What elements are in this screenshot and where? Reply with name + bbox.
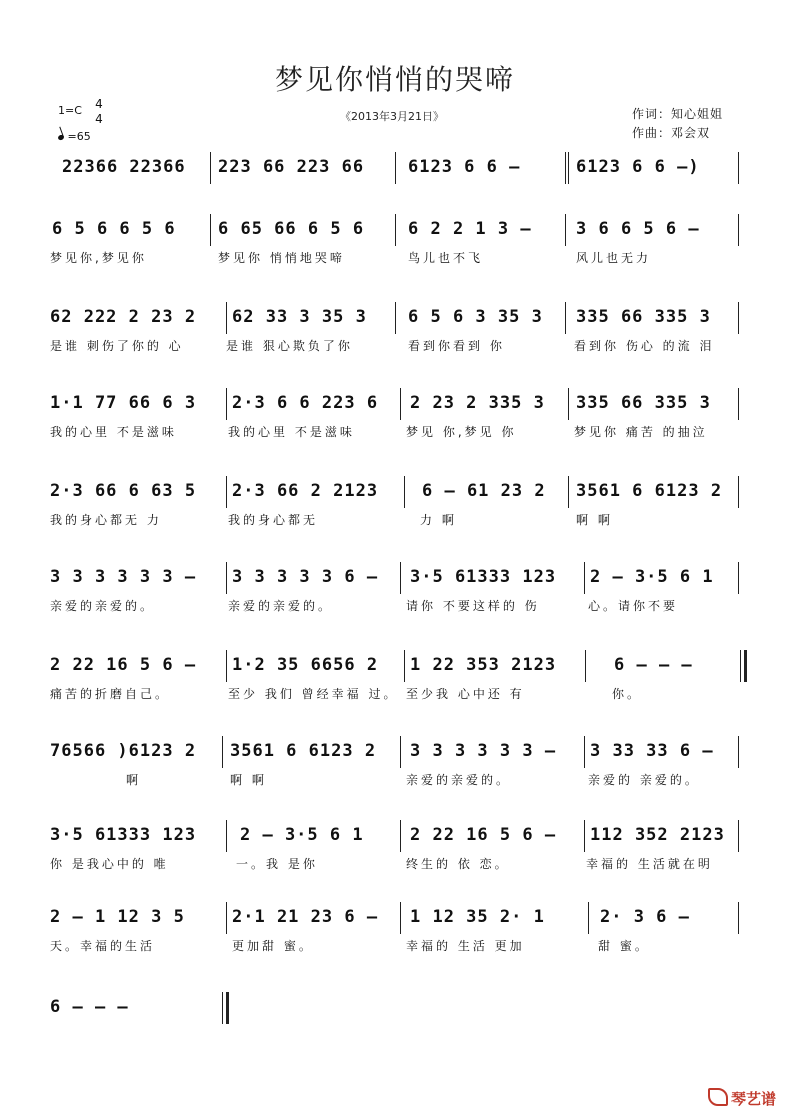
measure-lyrics: 是谁 狠心欺负了你 <box>226 339 353 353</box>
barline <box>400 562 401 594</box>
repeat-barline <box>744 650 747 682</box>
barline <box>400 820 401 852</box>
barline <box>738 902 739 934</box>
measure-notes: 2· 3 6 – <box>600 907 690 927</box>
measure-notes: 3561 6 6123 2 <box>576 481 723 501</box>
barline <box>226 820 227 852</box>
measure-lyrics: 亲爱的亲爱的。 <box>50 599 156 613</box>
measure-notes: 335 66 335 3 <box>576 393 711 413</box>
measure-notes: 2 – 3·5 6 1 <box>240 825 364 845</box>
measure-notes: 2·3 66 2 2123 <box>232 481 379 501</box>
measure-notes: 6 – – – <box>50 997 129 1017</box>
measure-lyrics: 啊 <box>126 773 142 787</box>
time-signature-top: 4 <box>95 97 103 111</box>
measure-notes: 2 – 1 12 3 5 <box>50 907 185 927</box>
measure-notes: 6123 6 6 – <box>408 157 521 177</box>
measure-notes: 2 – 3·5 6 1 <box>590 567 714 587</box>
barline <box>565 302 566 334</box>
composition-date: 《2013年3月21日》 <box>340 110 444 123</box>
measure-notes: 112 352 2123 <box>590 825 725 845</box>
barline <box>738 820 739 852</box>
barline <box>738 476 739 508</box>
measure-notes: 6 5 6 3 35 3 <box>408 307 543 327</box>
barline <box>222 992 223 1024</box>
barline <box>588 902 589 934</box>
barline <box>226 476 227 508</box>
measure-notes: 62 222 2 23 2 <box>50 307 197 327</box>
measure-lyrics: 我的心里 不是滋味 <box>50 425 177 439</box>
measure-notes: 3 6 6 5 6 – <box>576 219 700 239</box>
barline <box>400 736 401 768</box>
measure-notes: 6123 6 6 –) <box>576 157 700 177</box>
time-signature-bottom: 4 <box>95 112 103 126</box>
measure-lyrics: 你 是我心中的 唯 <box>50 857 169 871</box>
barline <box>400 902 401 934</box>
measure-lyrics: 啊 啊 <box>230 773 267 787</box>
measure-lyrics: 我的心里 不是滋味 <box>228 425 355 439</box>
measure-lyrics: 甜 蜜。 <box>598 939 650 953</box>
measure-notes: 1 12 35 2· 1 <box>410 907 545 927</box>
measure-lyrics: 幸福的 生活就在明 <box>586 857 713 871</box>
barline <box>226 650 227 682</box>
barline <box>568 388 569 420</box>
measure-lyrics: 痛苦的折磨自己。 <box>50 687 171 701</box>
barline <box>404 650 405 682</box>
measure-lyrics: 终生的 依 恋。 <box>406 857 510 871</box>
barline <box>395 214 396 246</box>
measure-lyrics: 更加甜 蜜。 <box>232 939 314 953</box>
measure-lyrics: 亲爱的亲爱的。 <box>406 773 512 787</box>
barline <box>584 562 585 594</box>
score-row <box>0 152 790 212</box>
measure-lyrics: 至少我 心中还 有 <box>406 687 525 701</box>
measure-notes: 76566 )6123 2 <box>50 741 197 761</box>
final-barline <box>226 992 229 1024</box>
barline <box>226 302 227 334</box>
barline <box>738 388 739 420</box>
measure-notes: 3 3 3 3 3 3 – <box>410 741 557 761</box>
barline <box>210 214 211 246</box>
logo-text: 琴艺谱 <box>730 1090 776 1108</box>
measure-lyrics: 亲爱的 亲爱的。 <box>588 773 700 787</box>
tempo-mark <box>58 130 91 143</box>
measure-lyrics: 啊 啊 <box>576 513 613 527</box>
barline <box>738 562 739 594</box>
measure-lyrics: 风儿也无力 <box>576 251 652 265</box>
score-row <box>0 902 790 962</box>
measure-lyrics: 你。 <box>612 687 643 701</box>
measure-notes: 2 22 16 5 6 – <box>50 655 197 675</box>
key-signature: 1=C <box>58 104 82 117</box>
measure-lyrics: 亲爱的亲爱的。 <box>228 599 334 613</box>
quarter-note-icon <box>57 134 64 141</box>
measure-notes: 6 – – – <box>614 655 693 675</box>
measure-lyrics: 我的身心都无 力 <box>50 513 162 527</box>
time-signature <box>92 97 106 127</box>
barline <box>740 650 741 682</box>
measure-notes: 3561 6 6123 2 <box>230 741 377 761</box>
score-row <box>0 214 790 274</box>
measure-notes: 3 3 3 3 3 3 – <box>50 567 197 587</box>
measure-lyrics: 我的身心都无 <box>228 513 319 527</box>
logo-icon <box>708 1088 728 1106</box>
barline <box>584 736 585 768</box>
measure-lyrics: 看到你看到 你 <box>408 339 505 353</box>
barline <box>738 152 739 184</box>
measure-lyrics: 至少 我们 曾经幸福 过。 <box>228 687 399 701</box>
barline <box>226 388 227 420</box>
measure-lyrics: 看到你 伤心 的流 泪 <box>574 339 715 353</box>
composer: 作曲：邓会双 <box>632 126 711 140</box>
barline <box>395 152 396 184</box>
measure-lyrics: 天。幸福的生活 <box>50 939 156 953</box>
measure-lyrics: 梦见你 悄悄地哭啼 <box>218 251 345 265</box>
measure-lyrics: 一。我 是你 <box>236 857 318 871</box>
measure-lyrics: 鸟儿也不飞 <box>408 251 484 265</box>
score-row <box>0 992 790 1052</box>
score-row <box>0 820 790 880</box>
score-row <box>0 562 790 622</box>
measure-lyrics: 梦见你 痛苦 的抽泣 <box>574 425 708 439</box>
site-logo <box>708 1088 776 1109</box>
measure-notes: 6 2 2 1 3 – <box>408 219 532 239</box>
measure-notes: 2·3 6 6 223 6 <box>232 393 379 413</box>
measure-notes: 3 3 3 3 3 6 – <box>232 567 379 587</box>
barline <box>565 152 566 184</box>
measure-notes: 2·1 21 23 6 – <box>232 907 379 927</box>
barline <box>404 476 405 508</box>
measure-notes: 2 22 16 5 6 – <box>410 825 557 845</box>
measure-lyrics: 力 啊 <box>420 513 457 527</box>
song-title: 梦见你悄悄的哭啼 <box>274 63 515 96</box>
measure-notes: 1·1 77 66 6 3 <box>50 393 197 413</box>
barline <box>565 214 566 246</box>
barline <box>400 388 401 420</box>
barline <box>568 152 569 184</box>
measure-lyrics: 梦见 你,梦见 你 <box>406 425 517 439</box>
measure-notes: 2 23 2 335 3 <box>410 393 545 413</box>
measure-notes: 3 33 33 6 – <box>590 741 714 761</box>
barline <box>210 152 211 184</box>
score-row <box>0 388 790 448</box>
measure-lyrics: 心。请你不要 <box>588 599 679 613</box>
measure-lyrics: 是谁 刺伤了你的 心 <box>50 339 184 353</box>
barline <box>738 214 739 246</box>
measure-notes: 2·3 66 6 63 5 <box>50 481 197 501</box>
score-row <box>0 476 790 536</box>
barline <box>226 902 227 934</box>
credits <box>632 105 723 143</box>
barline <box>585 650 586 682</box>
measure-notes: 3·5 61333 123 <box>50 825 197 845</box>
measure-notes: 62 33 3 35 3 <box>232 307 367 327</box>
measure-lyrics: 请你 不要这样的 伤 <box>406 599 540 613</box>
score-row <box>0 736 790 796</box>
measure-notes: 223 66 223 66 <box>218 157 365 177</box>
measure-lyrics: 梦见你,梦见你 <box>50 251 147 265</box>
measure-notes: 22366 22366 <box>62 157 186 177</box>
lyricist: 作词：知心姐姐 <box>632 107 724 121</box>
measure-notes: 6 – 61 23 2 <box>422 481 546 501</box>
measure-notes: 3·5 61333 123 <box>410 567 557 587</box>
barline <box>226 562 227 594</box>
measure-notes: 6 5 6 6 5 6 <box>52 219 176 239</box>
barline <box>584 820 585 852</box>
barline <box>738 302 739 334</box>
tempo-value: =65 <box>67 130 91 143</box>
measure-lyrics: 幸福的 生活 更加 <box>406 939 525 953</box>
measure-notes: 1 22 353 2123 <box>410 655 557 675</box>
barline <box>222 736 223 768</box>
measure-notes: 6 65 66 6 5 6 <box>218 219 365 239</box>
score-row <box>0 302 790 362</box>
measure-notes: 1·2 35 6656 2 <box>232 655 379 675</box>
barline <box>568 476 569 508</box>
measure-notes: 335 66 335 3 <box>576 307 711 327</box>
barline <box>395 302 396 334</box>
barline <box>738 736 739 768</box>
score-row <box>0 650 790 710</box>
